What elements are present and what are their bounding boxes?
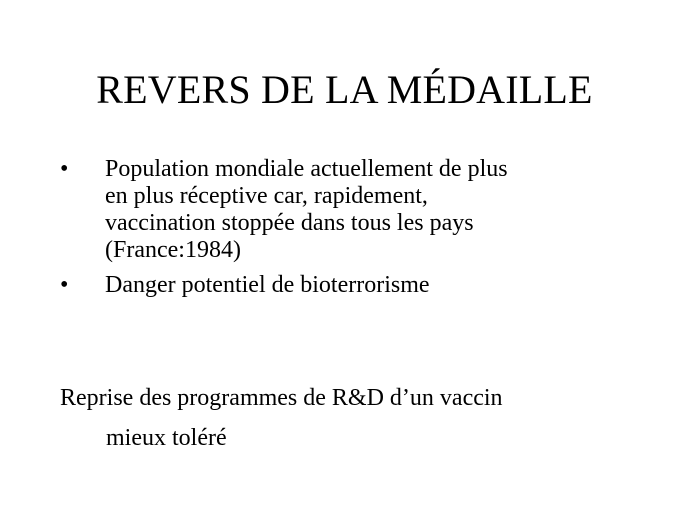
closing-note [60, 378, 660, 458]
bullet-line: (France:1984) [105, 237, 241, 263]
bullet-marker: • [60, 156, 69, 182]
bullet-marker: • [60, 272, 69, 298]
bullet-line: Danger potentiel de bioterrorisme [105, 272, 430, 298]
bullet-line: Population mondiale actuellement de plus [105, 156, 508, 182]
bullet-list [60, 156, 650, 307]
note-line: mieux toléré [106, 425, 227, 451]
note-line: Reprise des programmes de R&D d’un vaccin [60, 385, 503, 411]
bullet-item [60, 272, 650, 299]
bullet-line: vaccination stoppée dans tous les pays [105, 210, 474, 236]
bullet-line: en plus réceptive car, rapidement, [105, 183, 428, 209]
bullet-item [60, 156, 650, 264]
slide-title: REVERS DE LA MÉDAILLE [96, 67, 593, 112]
